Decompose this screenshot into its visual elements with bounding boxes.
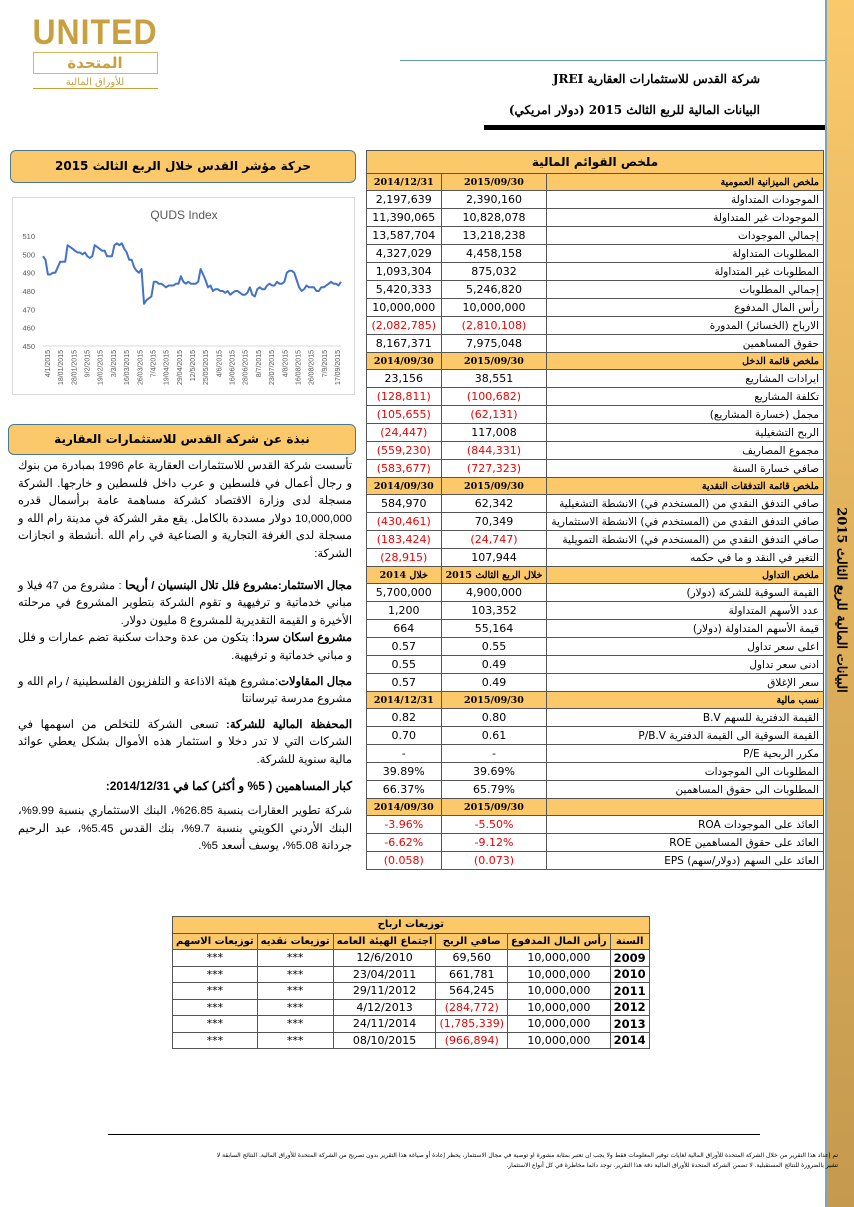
shareholders-text: شركة تطوير العقارات بنسبة 26.85%، البنك الاستثماري بنسبة 9.99%، البنك الأردني الكويتي بنسبة 9.7%، بنك القدس 5.45%، عبد الرحيم جردانة 5.08%، يوسف أسعد 5%. [18, 805, 352, 853]
cell: 10,000,000 [508, 966, 611, 983]
value-current: (844,331) [441, 442, 547, 460]
value-prev: 0.82 [367, 709, 442, 727]
text: : يتكون من عدة وحدات سكنية تضم عمارات و فلل و مباني خدماتية و ترفيهية. [18, 632, 352, 662]
about-investment [18, 578, 352, 666]
table-row [173, 950, 650, 967]
section-label: نسب مالية [547, 692, 824, 709]
x-tick-label: 16/03/2015 [124, 350, 132, 386]
x-tick-label: 4/1/2015 [45, 350, 52, 378]
about-portfolio [18, 717, 352, 770]
value-prev: 66.37% [367, 781, 442, 799]
row-label: مجمل (خسارة المشاريع) [547, 406, 824, 424]
value-prev: 0.70 [367, 727, 442, 745]
value-current: (100,682) [441, 388, 547, 406]
disclaimer [100, 1151, 838, 1171]
cell: 2009 [610, 950, 649, 967]
header-row [173, 933, 650, 950]
value-current: 10,000,000 [441, 299, 547, 317]
side-banner-text: البيانات المالية للربع الثالث 2015 [833, 507, 848, 693]
table-row [367, 388, 824, 406]
section-header-row [367, 692, 824, 709]
cell: 2013 [610, 1016, 649, 1033]
value-current: -5.50% [441, 816, 547, 834]
value-current: 4,900,000 [441, 584, 547, 602]
x-tick-label: 28/06/2015 [242, 350, 250, 386]
value-current: 2,390,160 [441, 191, 547, 209]
value-current: 117,008 [441, 424, 547, 442]
section-label: ملخص التداول [547, 567, 824, 584]
row-label: العائد على السهم (دولار/سهم) EPS [547, 852, 824, 870]
row-label: المطلوبات الى حقوق المساهمين [547, 781, 824, 799]
label: مجال المقاولات [278, 675, 352, 688]
cell: *** [257, 950, 333, 967]
cell: 2014 [610, 1032, 649, 1049]
value-prev: (24,447) [367, 424, 442, 442]
cell: *** [173, 950, 258, 967]
text: : مشروع من 47 فيلا و مباني خدماتية و ترفيهية و تقوم الشركة بتطوير المشروع في مرحلته الأخيرة و القيمة التقديرية للمشروع 8 مليون دولار. [18, 579, 352, 627]
row-label: اعلى سعر تداول [547, 638, 824, 656]
table-row [367, 495, 824, 513]
table-row [173, 1032, 650, 1049]
table-title: ملخص القوائم المالية [367, 151, 824, 174]
shareholders-title: كبار المساهمين ( 5% و أكثر) كما في 2014/12/31: [105, 778, 352, 793]
table-row [367, 424, 824, 442]
col-header: 2014/09/30 [367, 799, 442, 816]
value-prev: 23,156 [367, 370, 442, 388]
col-header: رأس المال المدفوع [508, 933, 611, 950]
cell: 2011 [610, 983, 649, 1000]
value-current: 0.80 [441, 709, 547, 727]
table-row [367, 513, 824, 531]
y-tick-label: 510 [22, 232, 35, 241]
united-logo [25, 14, 165, 96]
cell: 4/12/2013 [333, 999, 436, 1016]
x-tick-label: 29/04/2015 [176, 350, 184, 386]
cell: *** [257, 999, 333, 1016]
value-prev: 0.55 [367, 656, 442, 674]
cell: *** [257, 983, 333, 1000]
y-tick-label: 450 [22, 342, 35, 351]
value-prev: 1,093,304 [367, 263, 442, 281]
value-current: -9.12% [441, 834, 547, 852]
y-tick-label: 490 [22, 268, 35, 278]
x-tick-label: 23/07/2015 [269, 350, 277, 386]
quds-index-chart [12, 197, 355, 395]
chart-title: QUDS Index [150, 208, 218, 222]
about-text [18, 458, 352, 864]
table-row [367, 620, 824, 638]
value-current: 5,246,820 [441, 281, 547, 299]
x-tick-label: 3/3/2015 [110, 350, 118, 378]
value-prev: - [367, 745, 442, 763]
value-current: (0.073) [441, 852, 547, 870]
col-header: 2015/09/30 [441, 353, 547, 370]
col-header: 2014/09/30 [367, 478, 442, 495]
label: مجال الاستثمار:مشروع فلل تلال البنسيان / أريحا [125, 579, 352, 592]
row-label: صافي خسارة السنة [547, 460, 824, 478]
col-header: خلال 2014 [367, 567, 442, 584]
value-prev: 5,420,333 [367, 281, 442, 299]
value-prev: (28,915) [367, 549, 442, 567]
col-header: السنة [610, 933, 649, 950]
x-tick-label: 19/02/2015 [97, 350, 105, 386]
value-current: (2,810,108) [441, 317, 547, 335]
row-label: تكلفة المشاريع [547, 388, 824, 406]
section-header-row [367, 567, 824, 584]
row-label: الموجودات المتداولة [547, 191, 824, 209]
logo-ar: المتحدة [33, 52, 158, 74]
disclaimer-line: تشير بالضرورة للنتائج المستقبلية. لا تضمن الشركة المتحدة للأوراق المالية دقة هذا التقرير. توجد دائما مخاطرة في كل أنواع الاستثمار. [506, 1162, 838, 1169]
cell: 10,000,000 [508, 983, 611, 1000]
cell: 661,781 [436, 966, 508, 983]
row-label: ايرادات المشاريع [547, 370, 824, 388]
col-header: 2015/09/30 [441, 174, 547, 191]
cell: *** [173, 1016, 258, 1033]
row-label: القيمة الدفترية للسهم B.V [547, 709, 824, 727]
table-row [367, 763, 824, 781]
row-label: القيمة السوقية الى القيمة الدفترية P/B.V [547, 727, 824, 745]
col-header: 2015/09/30 [441, 692, 547, 709]
table-row [367, 317, 824, 335]
value-prev: (128,811) [367, 388, 442, 406]
value-current: 55,164 [441, 620, 547, 638]
x-tick-label: 8/7/2015 [255, 350, 263, 378]
value-prev: 584,970 [367, 495, 442, 513]
cell: *** [173, 1032, 258, 1049]
row-label: الربح التشغيلية [547, 424, 824, 442]
table-row [173, 1016, 650, 1033]
row-label: قيمة الأسهم المتداولة (دولار) [547, 620, 824, 638]
table-row [367, 727, 824, 745]
cell: 10,000,000 [508, 950, 611, 967]
table-row [367, 745, 824, 763]
table-row [367, 638, 824, 656]
value-prev: 11,390,065 [367, 209, 442, 227]
x-tick-label: 7/4/2015 [150, 350, 158, 378]
value-prev: 664 [367, 620, 442, 638]
row-label: المطلوبات الى الموجودات [547, 763, 824, 781]
table-title-row [173, 917, 650, 934]
value-prev: (583,677) [367, 460, 442, 478]
row-label: إجمالي الموجودات [547, 227, 824, 245]
table-row [367, 245, 824, 263]
cell: 10,000,000 [508, 1016, 611, 1033]
page-title: شركة القدس للاستثمارات العقارية JREI [552, 72, 760, 86]
table-row [367, 602, 824, 620]
section-header-row [367, 799, 824, 816]
cell: *** [257, 1016, 333, 1033]
logo-ar-sub: للأوراق المالية [33, 77, 158, 89]
cell: *** [173, 966, 258, 983]
value-prev: (430,461) [367, 513, 442, 531]
cell: 69,560 [436, 950, 508, 967]
col-header: اجتماع الهيئة العامه [333, 933, 436, 950]
y-tick-label: 470 [22, 305, 35, 315]
divider [400, 60, 825, 61]
x-tick-label: 25/05/2015 [203, 350, 211, 386]
y-tick-label: 460 [22, 323, 35, 333]
x-tick-label: 16/08/2015 [295, 350, 303, 386]
table-row [367, 227, 824, 245]
value-current: 0.55 [441, 638, 547, 656]
col-header: خلال الربع الثالث 2015 [441, 567, 547, 584]
table-row [367, 709, 824, 727]
value-current: (727,323) [441, 460, 547, 478]
x-tick-label: 19/04/2015 [163, 350, 171, 386]
value-current: 13,218,238 [441, 227, 547, 245]
value-prev: 5,700,000 [367, 584, 442, 602]
section-header-row [367, 478, 824, 495]
x-tick-label: 7/9/2015 [321, 350, 329, 378]
col-header: 2015/09/30 [441, 478, 547, 495]
row-label: التغير في النقد و ما في حكمه [547, 549, 824, 567]
table-row [367, 442, 824, 460]
value-prev: 1,200 [367, 602, 442, 620]
value-current: 10,828,078 [441, 209, 547, 227]
col-header: 2015/09/30 [441, 799, 547, 816]
section-header-row [367, 353, 824, 370]
x-tick-label: 12/5/2015 [190, 350, 197, 382]
cell: 24/11/2014 [333, 1016, 436, 1033]
col-header: 2014/12/31 [367, 692, 442, 709]
row-label: صافي التدفق النقدي من (المستخدم في) الانشطة التشغيلية [547, 495, 824, 513]
cell: 2010 [610, 966, 649, 983]
cell: *** [173, 999, 258, 1016]
col-header: صافي الربح [436, 933, 508, 950]
dividends-table [172, 916, 650, 1049]
cell: *** [257, 1032, 333, 1049]
value-current: 65.79% [441, 781, 547, 799]
about-section-header: نبذة عن شركة القدس للاستثمارات العقارية [8, 424, 356, 455]
section-label: ملخص الميزانية العمومية [547, 174, 824, 191]
col-header: توزيعات الاسهم [173, 933, 258, 950]
table-row [367, 781, 824, 799]
value-current: 70,349 [441, 513, 547, 531]
row-label: صافي التدفق النقدي من (المستخدم في) الانشطة الاستثمارية [547, 513, 824, 531]
cell: 12/6/2010 [333, 950, 436, 967]
row-label: الموجودات غير المتداولة [547, 209, 824, 227]
side-banner [825, 0, 854, 1207]
value-prev: 39.89% [367, 763, 442, 781]
table-row [367, 549, 824, 567]
value-prev: 8,167,371 [367, 335, 442, 353]
value-current: 0.49 [441, 656, 547, 674]
value-prev: (105,655) [367, 406, 442, 424]
logo-en: UNITED [32, 12, 158, 52]
table-row [367, 584, 824, 602]
table-title: توزيعات ارباح [173, 917, 650, 934]
label: المحفظة المالية للشركة: [226, 718, 352, 731]
table-row [367, 460, 824, 478]
table-row [367, 834, 824, 852]
row-label: المطلوبات غير المتداولة [547, 263, 824, 281]
value-current: 62,342 [441, 495, 547, 513]
row-label: العائد على حقوق المساهمين ROE [547, 834, 824, 852]
value-prev: 4,327,029 [367, 245, 442, 263]
value-current: 0.49 [441, 674, 547, 692]
about-contracting [18, 674, 352, 709]
col-header: 2014/09/30 [367, 353, 442, 370]
cell: 23/04/2011 [333, 966, 436, 983]
table-row [367, 191, 824, 209]
table-row [173, 966, 650, 983]
value-prev: (2,082,785) [367, 317, 442, 335]
value-prev: 0.57 [367, 674, 442, 692]
divider [484, 125, 825, 130]
section-label [547, 799, 824, 816]
value-current: 103,352 [441, 602, 547, 620]
row-label: مكرر الربحية P/E [547, 745, 824, 763]
x-tick-label: 17/09/2015 [335, 350, 342, 386]
value-prev: (183,424) [367, 531, 442, 549]
x-tick-label: 26/03/2015 [137, 350, 145, 386]
section-header-row [367, 174, 824, 191]
table-row [173, 999, 650, 1016]
row-label: رأس المال المدفوع [547, 299, 824, 317]
row-label: الارباح (الخسائر) المدورة [547, 317, 824, 335]
x-tick-label: 16/06/2015 [229, 350, 237, 386]
table-row [367, 335, 824, 353]
disclaimer-line: تم إعداد هذا التقرير من خلال الشركة المتحدة للأوراق المالية لغايات توفير المعلومات فقط ولا يجب ان تعتبر بمثابة مشورة او توصية في مجال الاستثمار، يحظر إعادة أو صياغة هذا التقرير بدون تصريح من الشركة المتحدة للأوراق المالية. النتائج السابقة لا [216, 1152, 838, 1159]
table-row [367, 263, 824, 281]
cell: (284,772) [436, 999, 508, 1016]
cell: 10,000,000 [508, 999, 611, 1016]
x-tick-label: 9/2/2015 [84, 350, 92, 378]
cell: (1,785,339) [436, 1016, 508, 1033]
col-header: توزيعات نقديه [257, 933, 333, 950]
row-label: ادنى سعر تداول [547, 656, 824, 674]
cell: 2012 [610, 999, 649, 1016]
table-row [367, 816, 824, 834]
section-label: ملخص قائمة التدفقات النقدية [547, 478, 824, 495]
table-row [367, 531, 824, 549]
value-current: 7,975,048 [441, 335, 547, 353]
value-prev: -3.96% [367, 816, 442, 834]
table-row [173, 983, 650, 1000]
value-current: 875,032 [441, 263, 547, 281]
divider [108, 1134, 760, 1135]
value-current: 39.69% [441, 763, 547, 781]
row-label: صافي التدفق النقدي من (المستخدم في) الانشطة التمويلية [547, 531, 824, 549]
x-tick-label: 28/01/2015 [71, 350, 79, 386]
row-label: إجمالي المطلوبات [547, 281, 824, 299]
y-tick-label: 500 [22, 250, 35, 260]
row-label: عدد الأسهم المتداولة [547, 602, 824, 620]
value-current: 0.61 [441, 727, 547, 745]
cell: 29/11/2012 [333, 983, 436, 1000]
cell: *** [173, 983, 258, 1000]
value-current: - [441, 745, 547, 763]
value-current: 4,458,158 [441, 245, 547, 263]
row-label: القيمة السوقية للشركة (دولار) [547, 584, 824, 602]
quds-index-line [43, 243, 341, 303]
col-header: 2014/12/31 [367, 174, 442, 191]
page-subtitle: البيانات المالية للربع الثالث 2015 (دولار امريكي) [508, 103, 760, 117]
value-current: (62,131) [441, 406, 547, 424]
x-tick-label: 18/01/2015 [58, 350, 66, 386]
value-prev: -6.62% [367, 834, 442, 852]
table-row [367, 299, 824, 317]
value-current: (24,747) [441, 531, 547, 549]
y-tick-label: 480 [22, 287, 35, 296]
x-tick-label: 4/8/2015 [282, 350, 290, 378]
value-prev: 2,197,639 [367, 191, 442, 209]
table-row [367, 674, 824, 692]
row-label: حقوق المساهمين [547, 335, 824, 353]
table-row [367, 370, 824, 388]
value-current: 38,551 [441, 370, 547, 388]
section-label: ملخص قائمة الدخل [547, 353, 824, 370]
cell: 10,000,000 [508, 1032, 611, 1049]
table-row [367, 281, 824, 299]
value-prev: 10,000,000 [367, 299, 442, 317]
table-title-row [367, 151, 824, 174]
row-label: المطلوبات المتداولة [547, 245, 824, 263]
cell: 08/10/2015 [333, 1032, 436, 1049]
cell: 564,245 [436, 983, 508, 1000]
table-row [367, 209, 824, 227]
chart-section-header: حركة مؤشر القدس خلال الربع الثالث 2015 [10, 150, 356, 183]
text: تسعى الشركة للتخلص من اسهمها في الشركات التي لا تدر دخلا و استثمار هذه الأموال بشكل يعطي عوائد مالية سنوية للشركة. [18, 718, 352, 766]
table-row [367, 406, 824, 424]
value-prev: 13,587,704 [367, 227, 442, 245]
label: مشروع اسكان سردا [255, 632, 353, 645]
value-prev: 0.57 [367, 638, 442, 656]
value-prev: (0.058) [367, 852, 442, 870]
financial-summary-table [366, 150, 824, 870]
cell: (966,894) [436, 1032, 508, 1049]
cell: *** [257, 966, 333, 983]
row-label: العائد على الموجودات ROA [547, 816, 824, 834]
row-label: مجموع المصاريف [547, 442, 824, 460]
value-current: 107,944 [441, 549, 547, 567]
table-row [367, 656, 824, 674]
value-prev: (559,230) [367, 442, 442, 460]
x-tick-label: 4/6/2015 [216, 350, 224, 378]
about-intro: تأسست شركة القدس للاستثمارات العقارية عام 1996 بمبادرة من بنوك و رجال أعمال في فلسطين و عرب داخل فلسطين و خارجها. الشركة مسجلة لدى وزارة الاقتصاد كشركة مساهمة عامة برأسمال قدره 10,000,000 دولار مسددة بالكامل. يقع مقر الشركة في مدينة رام الله و مسجلة لدى الغرفة التجارية و الصناعية في رام الله .أنشطة و انجازات الشركة: [18, 460, 353, 560]
x-tick-label: 26/08/2015 [308, 350, 316, 386]
text: :مشروع هيئة الاذاعة و التلفزيون الفلسطينية / رام الله و مشروع مدرسة تيرسانتا [18, 675, 352, 706]
row-label: سعر الإغلاق [547, 674, 824, 692]
table-row [367, 852, 824, 870]
